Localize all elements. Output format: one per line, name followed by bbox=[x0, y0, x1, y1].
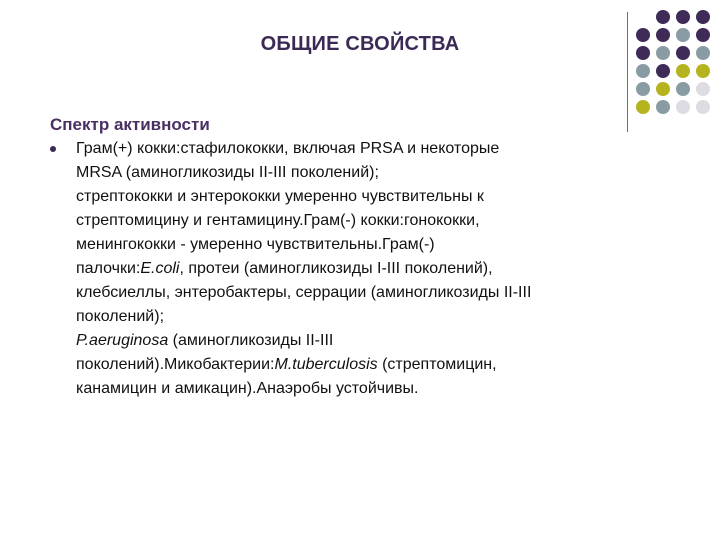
decorative-dot-grid bbox=[636, 10, 716, 114]
text-line-6a: палочки: bbox=[76, 260, 141, 277]
text-line-5: менингококки - умеренно чувствительны.Грам(-) bbox=[76, 236, 435, 253]
text-line-7: клебсиеллы, энтеробактеры, серрации (аминогликозиды II-III bbox=[76, 284, 532, 301]
bullet-text bbox=[76, 137, 670, 401]
subheading: Спектр активности bbox=[50, 115, 210, 134]
text-line-6c: , протеи (аминогликозиды I-III поколений), bbox=[179, 260, 493, 277]
dot-4-4 bbox=[696, 64, 710, 78]
species-mtuberculosis: M.tuberculosis bbox=[274, 356, 378, 373]
text-line-1: Грам(+) кокки:стафилококки, включая PRSA и некоторые bbox=[76, 140, 500, 157]
dot-5-1 bbox=[636, 82, 650, 96]
text-line-4: стрептомицину и гентамицину.Грам(-) кокки:гонококки, bbox=[76, 212, 480, 229]
dot-6-4 bbox=[696, 100, 710, 114]
dot-1-4 bbox=[696, 10, 710, 24]
content-area bbox=[50, 113, 670, 401]
bullet-item bbox=[50, 137, 670, 401]
dot-2-4 bbox=[696, 28, 710, 42]
dot-5-2 bbox=[656, 82, 670, 96]
text-line-2: MRSA (аминогликозиды II-III поколений); bbox=[76, 164, 379, 181]
dot-3-2 bbox=[656, 46, 670, 60]
dot-3-1 bbox=[636, 46, 650, 60]
dot-3-3 bbox=[676, 46, 690, 60]
text-line-6 bbox=[76, 257, 670, 281]
text-line-9b: (аминогликозиды II-III bbox=[168, 332, 334, 349]
dot-4-2 bbox=[656, 64, 670, 78]
dot-1-3 bbox=[676, 10, 690, 24]
dot-4-3 bbox=[676, 64, 690, 78]
bullet-marker bbox=[50, 146, 56, 152]
dot-3-4 bbox=[696, 46, 710, 60]
text-line-10c: (стрептомицин, bbox=[377, 356, 497, 373]
text-line-10 bbox=[76, 353, 670, 377]
dot-6-3 bbox=[676, 100, 690, 114]
species-ecoli: E.coli bbox=[140, 260, 180, 277]
text-line-9 bbox=[76, 329, 670, 353]
dot-2-2 bbox=[656, 28, 670, 42]
dot-2-3 bbox=[676, 28, 690, 42]
dot-4-1 bbox=[636, 64, 650, 78]
text-line-3: стрептококки и энтерококки умеренно чувствительны к bbox=[76, 188, 484, 205]
text-line-8: поколений); bbox=[76, 308, 165, 325]
dot-5-3 bbox=[676, 82, 690, 96]
dot-1-2 bbox=[656, 10, 670, 24]
species-paeruginosa: P.aeruginosa bbox=[76, 332, 169, 349]
dot-6-2 bbox=[656, 100, 670, 114]
text-line-10a: поколений).Микобактерии: bbox=[76, 356, 275, 373]
text-line-11: канамицин и амикацин).Анаэробы устойчивы. bbox=[76, 380, 419, 397]
dot-2-1 bbox=[636, 28, 650, 42]
dot-6-1 bbox=[636, 100, 650, 114]
slide-title: ОБЩИЕ СВОЙСТВА bbox=[260, 33, 460, 55]
dot-5-4 bbox=[696, 82, 710, 96]
